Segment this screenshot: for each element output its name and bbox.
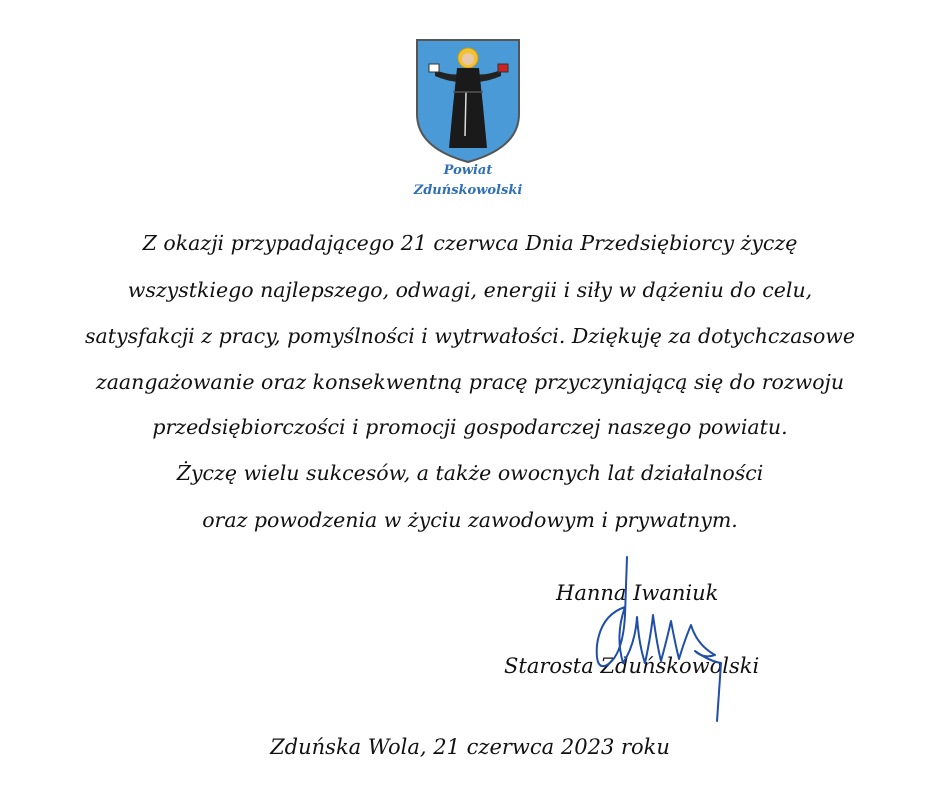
message-line: zaangażowanie oraz konsekwentną pracę przyczyniającą się do rozwoju: [95, 370, 845, 394]
message-line: Z okazji przypadającego 21 czerwca Dnia Przedsiębiorcy życzę: [142, 231, 798, 255]
message-line: satysfakcji z pracy, pomyślności i wytrwałości. Dziękuję za dotychczasowe: [85, 324, 855, 348]
signatory-name: Hanna Iwaniuk: [556, 581, 719, 605]
message-line: Życzę wielu sukcesów, a także owocnych lat działalności: [176, 461, 764, 485]
message-line: wszystkiego najlepszego, odwagi, energii i siły w dążeniu do celu,: [127, 278, 813, 302]
logo-line-name: Zduńskowolski: [413, 183, 523, 198]
coat-of-arms-icon: [413, 36, 523, 206]
handwritten-signature-icon: [585, 555, 735, 725]
message-line: przedsiębiorczości i promocji gospodarczej naszego powiatu.: [152, 415, 788, 439]
logo-line-powiat: Powiat: [443, 163, 493, 178]
place-and-date: Zduńska Wola, 21 czerwca 2023 roku: [270, 735, 670, 759]
signatory-title: Starosta Zduńskowolski: [504, 654, 760, 678]
message-line: oraz powodzenia w życiu zawodowym i prywatnym.: [202, 508, 738, 532]
